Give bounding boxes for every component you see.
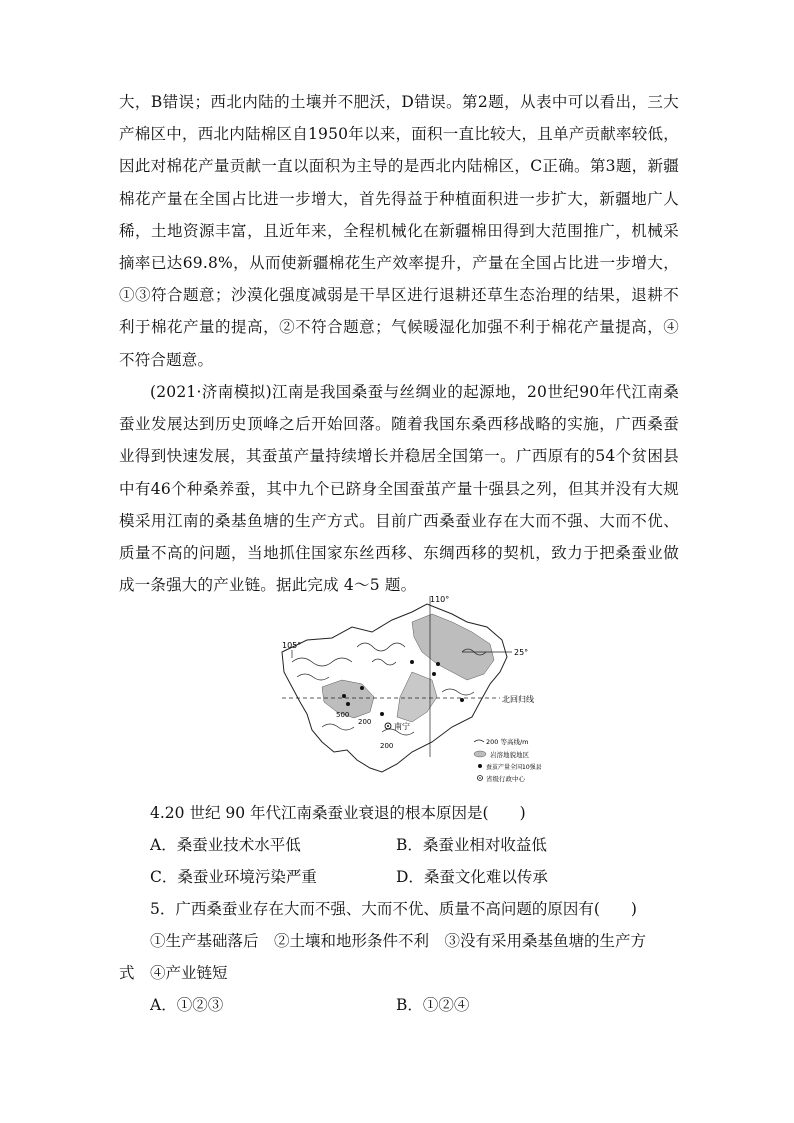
top-county-dot: [432, 672, 436, 676]
question-4-option-d: D．桑蚕文化难以传承: [396, 868, 548, 886]
question-5-items-line2: 式 ④产业链短: [119, 964, 228, 982]
contour-500-label: 500: [336, 711, 350, 719]
legend-county-label: 蚕茧产量全国10强县: [486, 764, 542, 771]
legend-karst-label: 岩溶地貌地区: [490, 751, 529, 759]
question-4-option-c: C．桑蚕业环境污染严重: [150, 868, 317, 886]
lat-25-label: 25°: [514, 648, 529, 657]
material-paragraph: (2021·济南模拟)江南是我国桑蚕与丝绸业的起源地，20世纪90年代江南桑蚕业发展达到历史顶峰之后开始回落。随着我国东桑西移战略的实施，广西桑蚕业得到快速发展，其蚕茧产量持续增长并稳居全国第一。广西原有的54个贫困县中有46个种桑养蚕，其中九个已跻身全国蚕茧产量十强县之列，但其并没有大规模采用江南的桑基鱼塘的生产方式。目前广西桑蚕业存在大而不强、大而不优、质量不高的问题，当地抓住国家东丝西移、东绸西移的契机，致力于把桑蚕业做成一条强大的产业链。据此完成 4～5 题。: [119, 383, 679, 595]
contour-200-label-a: 200: [358, 718, 372, 726]
guangxi-sericulture-map: [262, 592, 552, 787]
top-county-dot: [460, 698, 464, 702]
top-county-dot: [342, 694, 346, 698]
lon-105-label: 105°: [282, 641, 302, 650]
top-county-dot: [436, 662, 440, 666]
city-label: 南宁: [394, 722, 410, 731]
legend-contour-symbol: [474, 740, 484, 742]
answer-explanation-paragraph: 大，B错误；西北内陆的土壤并不肥沃，D错误。第2题，从表中可以看出，三大产棉区中，西北内陆棉区自1950年以来，面积一直比较大，且单产贡献率较低，因此对棉花产量贡献一直以面积为主导的是西北内陆棉区，C正确。第3题，新疆棉花产量在全国占比进一步增大，首先得益于种植面积进一步扩大，新疆地广人稀，土地资源丰富，且近年来，全程机械化在新疆棉田得到大范围推广，机械采摘率已达69.8%，从而使新疆棉花生产效率提升，产量在全国占比进一步增大，①③符合题意；沙漠化强度减弱是干旱区进行退耕还草生态治理的结果，退耕不利于棉花产量的提高，②不符合题意；气候暖湿化加强不利于棉花产量提高，④不符合题意。: [119, 93, 679, 369]
top-county-dot: [346, 702, 350, 706]
contour-200-label-b: 200: [380, 742, 394, 750]
lon-110-label: 110°: [430, 595, 450, 604]
legend-county-symbol: [478, 764, 482, 768]
province-outline: [282, 604, 507, 772]
question-4-option-a: A．桑蚕业技术水平低: [150, 836, 301, 854]
question-5-items-line1: ①生产基础落后 ②土壤和地形条件不利 ③没有采用桑基鱼塘的生产方: [150, 932, 647, 950]
top-county-dot: [410, 660, 414, 664]
legend-capital-label: 省级行政中心: [486, 775, 525, 783]
question-5-option-a: A．①②③: [150, 996, 224, 1014]
question-5-stem: 5．广西桑蚕业存在大而不强、大而不优、质量不高问题的原因有( ): [150, 900, 637, 918]
top-county-dot: [360, 686, 364, 690]
top-county-dot: [380, 712, 384, 716]
legend-karst-symbol: [474, 751, 486, 757]
tropic-label: 北回归线: [502, 695, 534, 704]
legend-contour-label: 200 等高线/m: [486, 738, 529, 746]
question-4-stem: 4.20 世纪 90 年代江南桑蚕业衰退的根本原因是( ): [150, 804, 526, 822]
question-5-option-b: B．①②④: [396, 996, 470, 1014]
question-4-option-b: B．桑蚕业相对收益低: [396, 836, 547, 854]
